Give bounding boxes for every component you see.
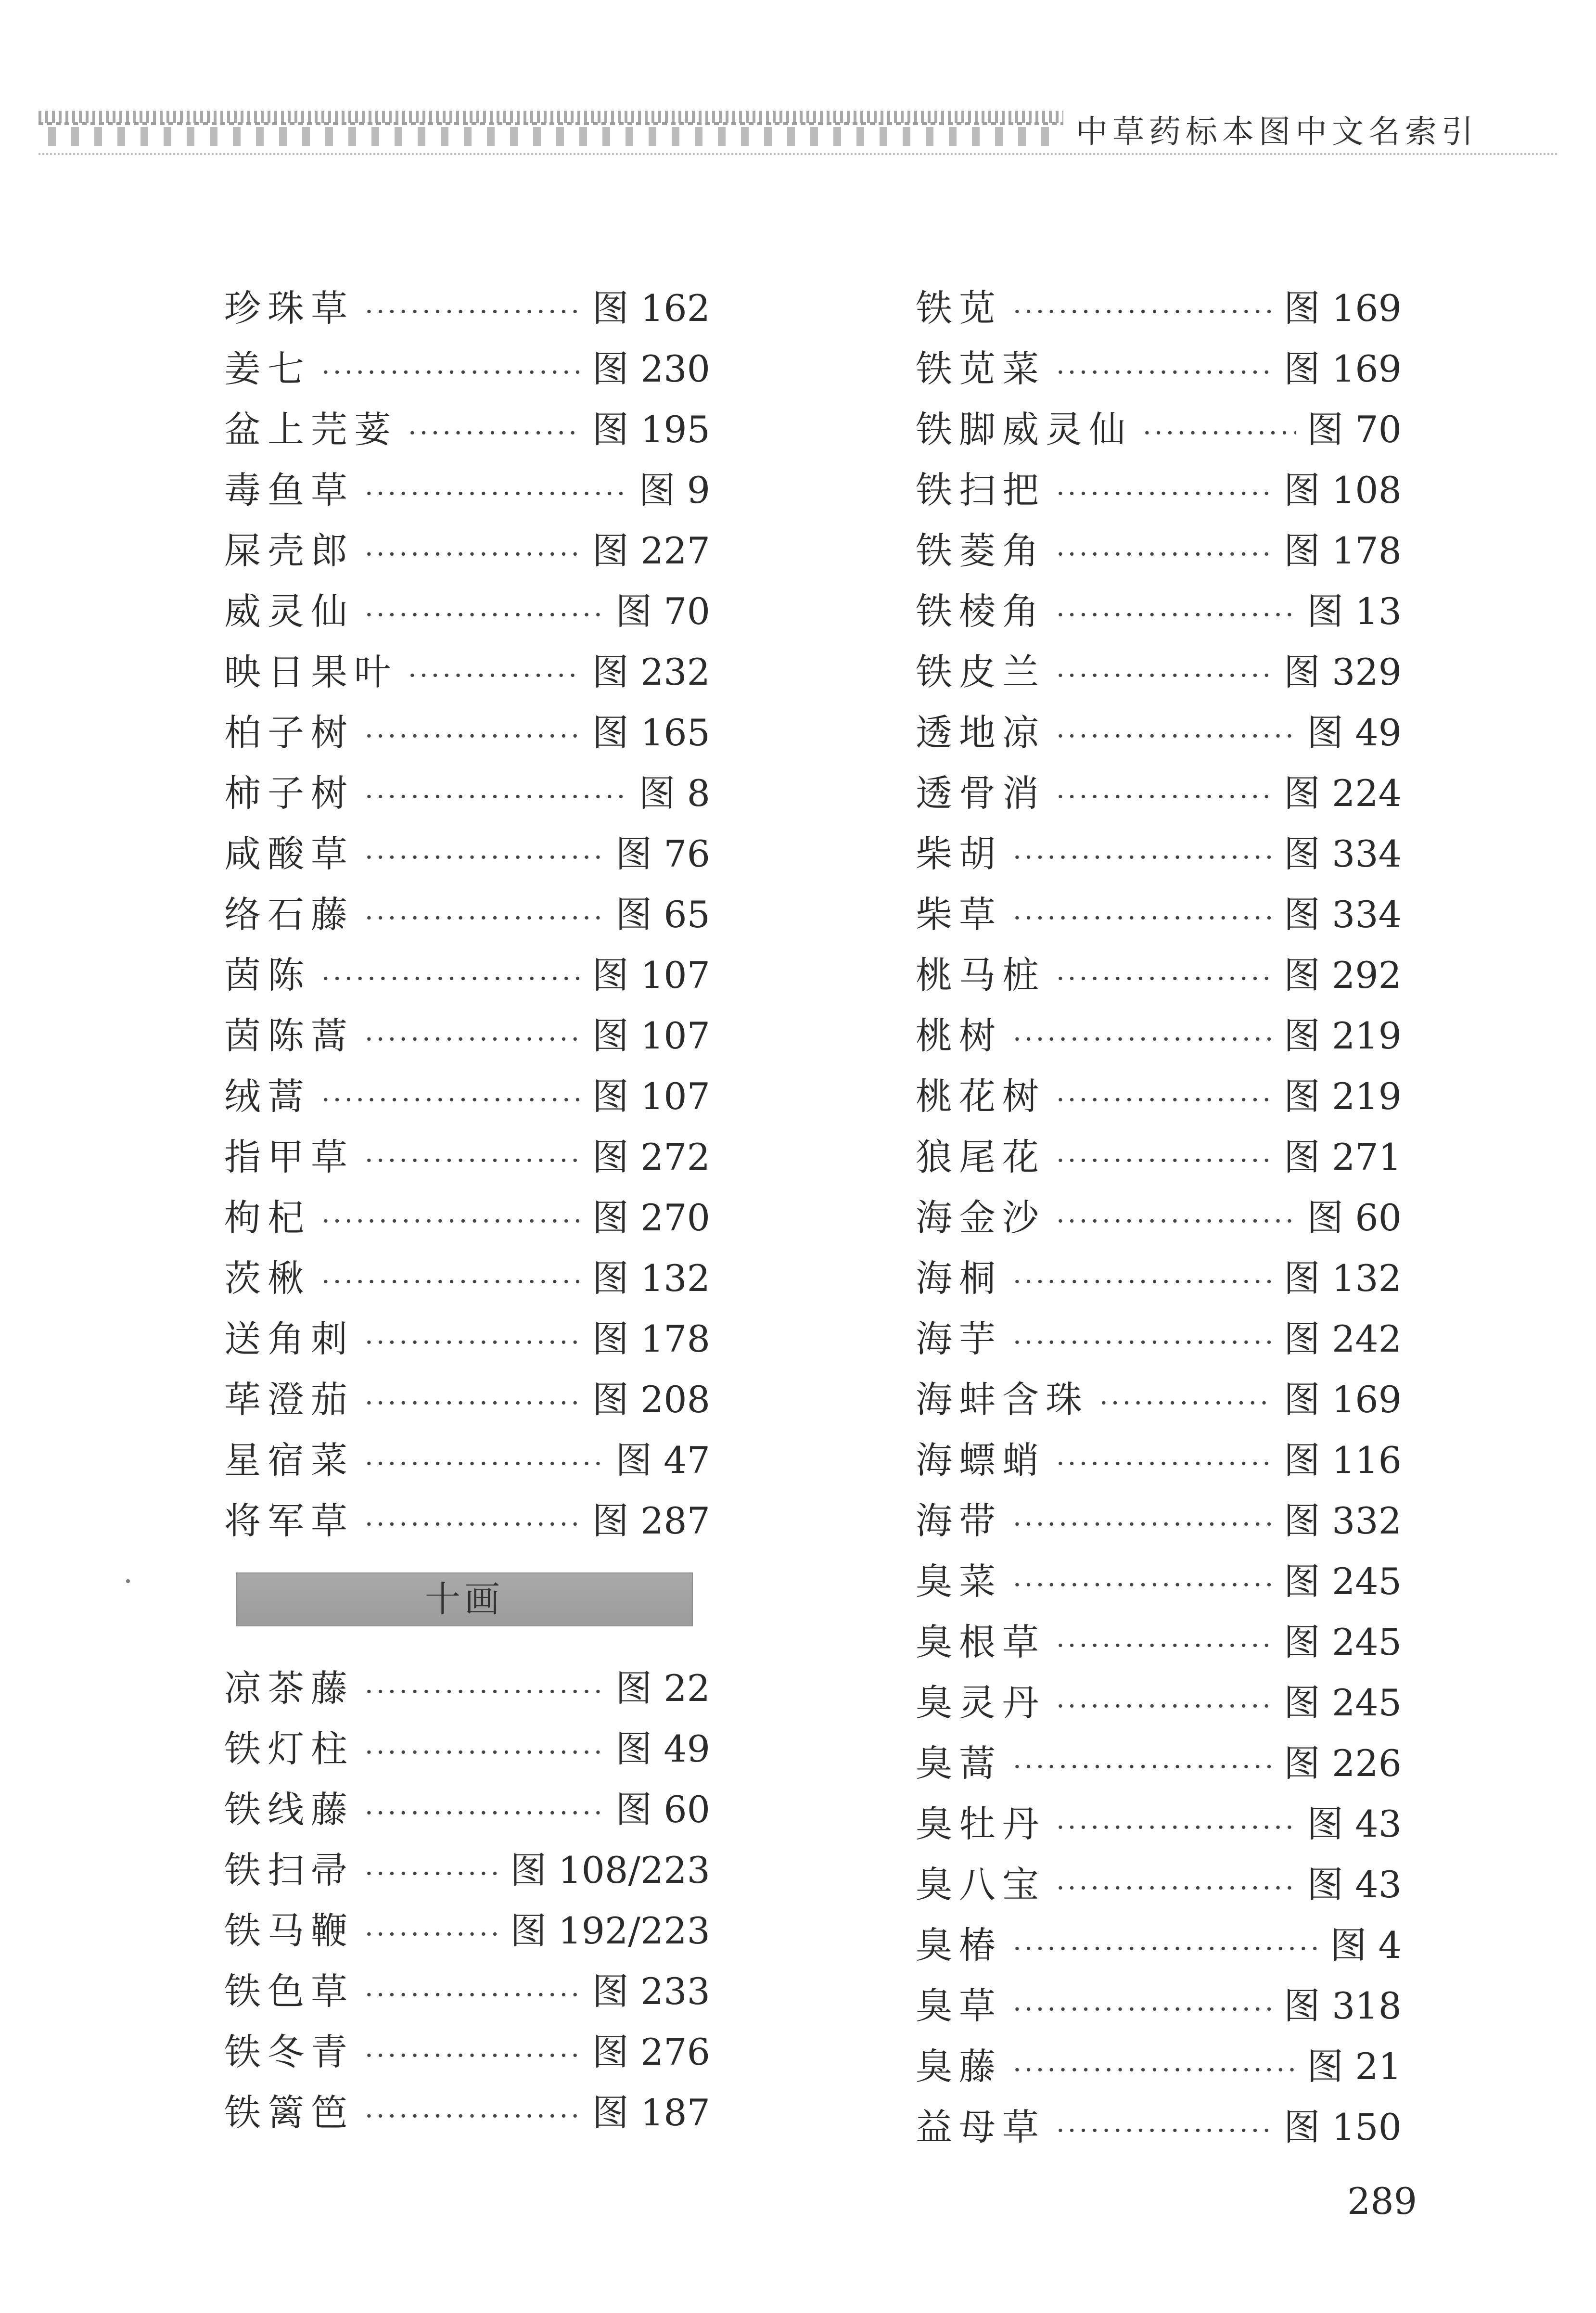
dot-leader — [408, 646, 582, 706]
entry-name: 铁冬青 — [224, 2031, 354, 2073]
figure-reference: 图 70 — [1307, 408, 1402, 451]
entry-name: 映日果叶 — [224, 651, 397, 693]
dot-leader — [1056, 1434, 1273, 1495]
dot-leader — [1099, 1373, 1273, 1434]
index-entry — [224, 1491, 710, 1551]
index-entry — [916, 1854, 1402, 1915]
index-entry — [916, 1612, 1402, 1673]
figure-reference: 图 49 — [615, 1727, 710, 1770]
dot-leader — [365, 1844, 499, 1904]
figure-reference: 图 4 — [1330, 1924, 1402, 1967]
figure-reference: 图 107 — [592, 1014, 710, 1057]
index-entry — [916, 2036, 1402, 2097]
entry-name: 益母草 — [916, 2106, 1046, 2148]
entry-name: 臭草 — [916, 1984, 1002, 2027]
index-entry — [916, 1976, 1402, 2036]
figure-reference: 图 116 — [1283, 1439, 1402, 1482]
figure-reference: 图 150 — [1283, 2106, 1402, 2148]
figure-reference: 图 162 — [592, 287, 710, 330]
figure-reference: 图 108/223 — [510, 1849, 710, 1891]
index-entry — [224, 1961, 710, 2022]
dot-leader — [365, 1495, 582, 1555]
index-entry — [916, 399, 1402, 460]
dot-leader — [1013, 1737, 1273, 1798]
entry-name: 桃树 — [916, 1014, 1002, 1057]
entry-name: 桃花树 — [916, 1075, 1046, 1118]
figure-reference: 图 233 — [592, 1970, 710, 2013]
entry-name: 铁皮兰 — [916, 651, 1046, 693]
entry-name: 狼尾花 — [916, 1136, 1046, 1178]
dot-leader — [1056, 524, 1273, 585]
dot-leader — [1013, 282, 1273, 343]
figure-reference: 图 226 — [1283, 1742, 1402, 1785]
dot-leader — [365, 524, 582, 585]
index-entry — [224, 1006, 710, 1066]
index-list-left-lower — [224, 1658, 710, 2143]
dot-leader — [365, 2026, 582, 2086]
index-entry — [224, 1369, 710, 1430]
dot-leader — [1013, 2040, 1296, 2101]
entry-name: 海带 — [916, 1499, 1002, 1542]
index-entry — [916, 2097, 1402, 2158]
figure-reference: 图 76 — [615, 832, 710, 875]
index-entry — [224, 1840, 710, 1901]
entry-name: 铁菱角 — [916, 529, 1046, 572]
figure-reference: 图 43 — [1307, 1863, 1402, 1906]
section-heading-ten-strokes: 十画 — [236, 1572, 693, 1626]
index-entry — [916, 1794, 1402, 1854]
index-entry — [916, 824, 1402, 884]
figure-reference: 图 292 — [1283, 954, 1402, 997]
index-entry — [224, 1658, 710, 1719]
dot-leader — [1056, 585, 1296, 646]
figure-reference: 图 65 — [615, 893, 710, 936]
entry-name: 铁灯柱 — [224, 1727, 354, 1770]
figure-reference: 图 169 — [1283, 347, 1402, 390]
index-column-right — [916, 278, 1402, 2158]
dot-leader — [408, 403, 582, 464]
dot-leader — [1056, 2101, 1273, 2161]
index-entry — [916, 1066, 1402, 1127]
dot-leader — [321, 1252, 582, 1313]
dot-leader — [1056, 706, 1296, 767]
index-entry — [916, 763, 1402, 824]
entry-name: 铁苋菜 — [916, 347, 1046, 390]
entry-name: 指甲草 — [224, 1136, 354, 1178]
entry-name: 铁马鞭 — [224, 1909, 354, 1952]
dot-leader — [1013, 1313, 1273, 1373]
figure-reference: 图 43 — [1307, 1802, 1402, 1845]
entry-name: 枸杞 — [224, 1196, 311, 1239]
figure-reference: 图 219 — [1283, 1075, 1402, 1118]
figure-reference: 图 334 — [1283, 832, 1402, 875]
index-entry — [916, 460, 1402, 521]
figure-reference: 图 178 — [1283, 529, 1402, 572]
figure-reference: 图 276 — [592, 2031, 710, 2073]
entry-name: 络石藤 — [224, 893, 354, 936]
entry-name: 柴胡 — [916, 832, 1002, 875]
entry-name: 送角刺 — [224, 1317, 354, 1360]
dot-leader — [365, 1434, 605, 1495]
figure-reference: 图 332 — [1283, 1499, 1402, 1542]
entry-name: 桃马桩 — [916, 954, 1046, 997]
entry-name: 铁扫帚 — [224, 1849, 354, 1891]
index-entry — [916, 1491, 1402, 1551]
dot-leader — [1013, 1919, 1319, 1980]
index-entry — [916, 1006, 1402, 1066]
entry-name: 咸酸草 — [224, 832, 354, 875]
entry-name: 臭牡丹 — [916, 1802, 1046, 1845]
entry-name: 铁色草 — [224, 1970, 354, 2013]
dot-leader — [1056, 464, 1273, 524]
dot-leader — [365, 1131, 582, 1191]
index-entry — [916, 642, 1402, 703]
dot-leader — [1056, 646, 1273, 706]
entry-name: 臭八宝 — [916, 1863, 1046, 1906]
entry-name: 威灵仙 — [224, 590, 354, 633]
figure-reference: 图 245 — [1283, 1681, 1402, 1724]
index-entry — [916, 884, 1402, 945]
figure-reference: 图 192/223 — [510, 1909, 710, 1952]
entry-name: 茵陈 — [224, 954, 311, 997]
figure-reference: 图 187 — [592, 2091, 710, 2134]
index-entry — [224, 1309, 710, 1369]
index-entry — [916, 1733, 1402, 1794]
figure-reference: 图 60 — [1307, 1196, 1402, 1239]
entry-name: 铁扫把 — [916, 469, 1046, 511]
index-entry — [224, 1779, 710, 1840]
figure-reference: 图 272 — [592, 1136, 710, 1178]
entry-name: 海桐 — [916, 1257, 1002, 1300]
dot-leader — [1056, 1191, 1296, 1252]
dot-leader — [365, 1783, 605, 1844]
figure-reference: 图 21 — [1307, 2045, 1402, 2088]
page-number: 289 — [1347, 2180, 1417, 2223]
dot-leader — [1056, 1070, 1273, 1131]
dot-leader — [1056, 1858, 1296, 1919]
figure-reference: 图 108 — [1283, 469, 1402, 511]
dot-leader — [365, 282, 582, 343]
index-entry — [224, 2022, 710, 2083]
index-entry — [916, 945, 1402, 1006]
dot-leader — [321, 343, 582, 403]
entry-name: 荜澄茄 — [224, 1378, 354, 1421]
index-list-left-upper — [224, 278, 710, 1551]
dot-leader — [321, 949, 582, 1010]
index-entry — [916, 1248, 1402, 1309]
index-entry — [224, 1066, 710, 1127]
entry-name: 臭根草 — [916, 1621, 1046, 1663]
dot-leader — [365, 706, 582, 767]
entry-name: 姜七 — [224, 347, 311, 390]
figure-reference: 图 169 — [1283, 1378, 1402, 1421]
figure-reference: 图 271 — [1283, 1136, 1402, 1178]
entry-name: 臭灵丹 — [916, 1681, 1046, 1724]
figure-reference: 图 165 — [592, 711, 710, 754]
dot-leader — [1013, 888, 1273, 949]
index-entry — [916, 1369, 1402, 1430]
dot-leader — [365, 585, 605, 646]
header-ornament-band — [38, 105, 1063, 148]
dot-leader — [365, 1662, 605, 1723]
entry-name: 珍珠草 — [224, 287, 354, 330]
dot-leader — [1056, 767, 1273, 828]
dot-leader — [1013, 1555, 1273, 1616]
figure-reference: 图 232 — [592, 651, 710, 693]
figure-reference: 图 245 — [1283, 1621, 1402, 1663]
entry-name: 盆上芫荽 — [224, 408, 397, 451]
entry-name: 臭菜 — [916, 1560, 1002, 1603]
dot-leader — [1013, 1980, 1273, 2040]
dot-leader — [1013, 1010, 1273, 1070]
dot-leader — [1056, 949, 1273, 1010]
figure-reference: 图 245 — [1283, 1560, 1402, 1603]
index-entry — [916, 703, 1402, 763]
figure-reference: 图 132 — [1283, 1257, 1402, 1300]
dot-leader — [1013, 1252, 1273, 1313]
entry-name: 海螵蛸 — [916, 1439, 1046, 1482]
entry-name: 臭蒿 — [916, 1742, 1002, 1785]
index-entry — [224, 278, 710, 339]
dot-leader — [365, 2086, 582, 2147]
entry-name: 将军草 — [224, 1499, 354, 1542]
dot-leader — [365, 1313, 582, 1373]
dot-leader — [365, 1723, 605, 1783]
index-entry — [224, 703, 710, 763]
dot-leader — [1056, 1798, 1296, 1858]
figure-reference: 图 318 — [1283, 1984, 1402, 2027]
running-header-title: 中草药标本图中文名索引 — [1076, 113, 1478, 150]
header-rule — [38, 153, 1559, 155]
index-entry — [916, 1430, 1402, 1491]
entry-name: 铁篱笆 — [224, 2091, 354, 2134]
figure-reference: 图 9 — [638, 469, 710, 511]
dot-leader — [365, 888, 605, 949]
index-entry — [224, 1901, 710, 1961]
figure-reference: 图 334 — [1283, 893, 1402, 936]
entry-name: 海蚌含珠 — [916, 1378, 1089, 1421]
dot-leader — [365, 1010, 582, 1070]
figure-reference: 图 13 — [1307, 590, 1402, 633]
index-entry — [224, 1430, 710, 1491]
index-entry — [224, 945, 710, 1006]
entry-name: 透骨消 — [916, 772, 1046, 815]
dot-leader — [365, 464, 628, 524]
index-entry — [224, 1127, 710, 1188]
figure-reference: 图 47 — [615, 1439, 710, 1482]
paper-speck — [126, 1579, 130, 1583]
index-entry — [224, 1248, 710, 1309]
entry-name: 柿子树 — [224, 772, 354, 815]
dot-leader — [1056, 1131, 1273, 1191]
entry-name: 铁线藤 — [224, 1788, 354, 1831]
figure-reference: 图 132 — [592, 1257, 710, 1300]
figure-reference: 图 230 — [592, 347, 710, 390]
figure-reference: 图 219 — [1283, 1014, 1402, 1057]
entry-name: 臭椿 — [916, 1924, 1002, 1967]
dot-leader — [365, 1373, 582, 1434]
figure-reference: 图 107 — [592, 1075, 710, 1118]
figure-reference: 图 107 — [592, 954, 710, 997]
index-list-right — [916, 278, 1402, 2158]
index-entry — [916, 1309, 1402, 1369]
dot-leader — [365, 828, 605, 888]
entry-name: 铁棱角 — [916, 590, 1046, 633]
entry-name: 绒蒿 — [224, 1075, 311, 1118]
entry-name: 海芋 — [916, 1317, 1002, 1360]
index-entry — [224, 521, 710, 581]
index-entry — [916, 581, 1402, 642]
dot-leader — [1013, 828, 1273, 888]
index-entry — [224, 581, 710, 642]
entry-name: 茨楸 — [224, 1257, 311, 1300]
index-entry — [224, 339, 710, 399]
index-entry — [224, 460, 710, 521]
entry-name: 海金沙 — [916, 1196, 1046, 1239]
entry-name: 铁脚威灵仙 — [916, 408, 1132, 451]
index-column-left — [224, 278, 710, 2143]
entry-name: 凉茶藤 — [224, 1667, 354, 1710]
index-entry — [916, 1551, 1402, 1612]
entry-name: 透地凉 — [916, 711, 1046, 754]
figure-reference: 图 22 — [615, 1667, 710, 1710]
index-entry — [224, 1719, 710, 1779]
dot-leader — [1056, 1616, 1273, 1676]
dot-leader — [365, 767, 628, 828]
entry-name: 屎壳郎 — [224, 529, 354, 572]
figure-reference: 图 49 — [1307, 711, 1402, 754]
dot-leader — [1056, 343, 1273, 403]
index-entry — [916, 1673, 1402, 1733]
entry-name: 柏子树 — [224, 711, 354, 754]
figure-reference: 图 8 — [638, 772, 710, 815]
index-entry — [224, 763, 710, 824]
entry-name: 茵陈蒿 — [224, 1014, 354, 1057]
entry-name: 毒鱼草 — [224, 469, 354, 511]
dot-leader — [1013, 1495, 1273, 1555]
index-entry — [224, 399, 710, 460]
figure-reference: 图 208 — [592, 1378, 710, 1421]
index-entry — [916, 1127, 1402, 1188]
dot-leader — [1056, 1676, 1273, 1737]
entry-name: 铁苋 — [916, 287, 1002, 330]
entry-name: 臭藤 — [916, 2045, 1002, 2088]
dot-leader — [321, 1070, 582, 1131]
dot-leader — [365, 1904, 499, 1965]
index-entry — [224, 1188, 710, 1248]
figure-reference: 图 242 — [1283, 1317, 1402, 1360]
figure-reference: 图 70 — [615, 590, 710, 633]
figure-reference: 图 287 — [592, 1499, 710, 1542]
index-entry — [224, 884, 710, 945]
figure-reference: 图 169 — [1283, 287, 1402, 330]
entry-name: 柴草 — [916, 893, 1002, 936]
figure-reference: 图 270 — [592, 1196, 710, 1239]
index-entry — [916, 1915, 1402, 1976]
figure-reference: 图 227 — [592, 529, 710, 572]
entry-name: 星宿菜 — [224, 1439, 354, 1482]
index-entry — [916, 1188, 1402, 1248]
figure-reference: 图 178 — [592, 1317, 710, 1360]
dot-leader — [365, 1965, 582, 2026]
figure-reference: 图 60 — [615, 1788, 710, 1831]
index-entry — [224, 824, 710, 884]
index-entry — [224, 2083, 710, 2143]
index-entry — [916, 521, 1402, 581]
dot-leader — [321, 1191, 582, 1252]
dot-leader — [1143, 403, 1296, 464]
figure-reference: 图 224 — [1283, 772, 1402, 815]
index-entry — [916, 339, 1402, 399]
index-entry — [224, 642, 710, 703]
index-entry — [916, 278, 1402, 339]
figure-reference: 图 195 — [592, 408, 710, 451]
figure-reference: 图 329 — [1283, 651, 1402, 693]
